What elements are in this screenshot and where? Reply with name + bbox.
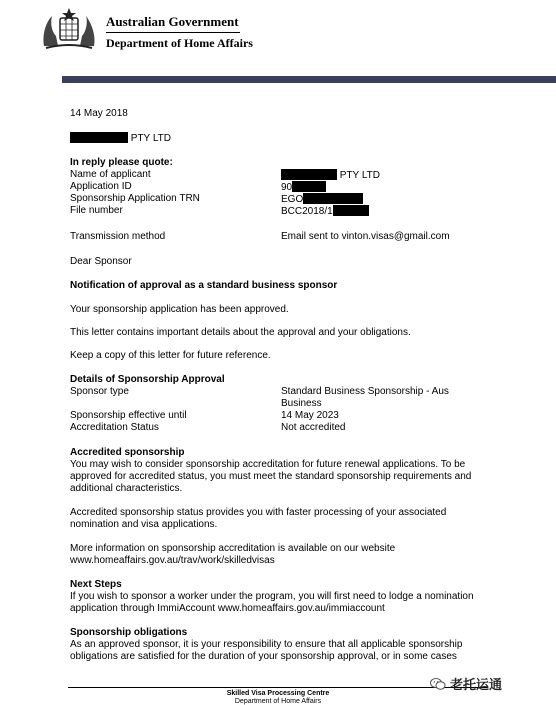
salutation: Dear Sponsor xyxy=(70,256,132,267)
file-number-prefix: BCC2018/1 xyxy=(281,206,333,217)
redaction-bar xyxy=(292,181,326,192)
government-title: Australian Government xyxy=(106,14,239,29)
field-value-file-number xyxy=(281,205,369,217)
addressee xyxy=(70,132,171,144)
letterhead xyxy=(0,0,556,90)
field-label-application-id: Application ID xyxy=(70,181,132,192)
obligations-paragraph: As an approved sponsor, it is your responsibility to ensure that all applicable sponsorship obligations are satisfied for the duration of your sponsorship approval, or in some cases xyxy=(70,639,463,662)
detail-value-sponsor-type: Standard Business Sponsorship - Aus xyxy=(281,386,449,397)
reply-heading: In reply please quote: xyxy=(70,157,173,168)
accredited-paragraph-3: More information on sponsorship accreditation is available on our website www.homeaffairs.gov.au/trav/work/skilledvisas xyxy=(70,543,396,566)
paragraph-approved: Your sponsorship application has been approved. xyxy=(70,304,289,315)
detail-value-effective-until: 14 May 2023 xyxy=(281,410,339,421)
accredited-heading: Accredited sponsorship xyxy=(70,447,185,458)
department-title: Department of Home Affairs xyxy=(106,36,253,50)
footer-centre: Skilled Visa Processing Centre xyxy=(226,690,330,697)
header-banner xyxy=(62,76,556,83)
coat-of-arms-icon xyxy=(38,6,100,52)
wechat-icon xyxy=(430,677,446,691)
accredited-paragraph-2: Accredited sponsorship status provides you with faster processing of your associated nomination and visa applications. xyxy=(70,507,447,530)
notification-heading: Notification of approval as a standard business sponsor xyxy=(70,280,338,291)
next-steps-heading: Next Steps xyxy=(70,579,122,590)
transmission-value: Email sent to vinton.visas@gmail.com xyxy=(281,231,450,242)
obligations-heading: Sponsorship obligations xyxy=(70,627,188,638)
next-steps-paragraph: If you wish to sponsor a worker under the program, you will first need to lodge a nomination application through ImmiAccount www.homeaffairs.gov.au/immiaccount xyxy=(70,591,474,614)
watermark-text: 老托运通 xyxy=(450,677,503,692)
field-label-trn: Sponsorship Application TRN xyxy=(70,193,200,204)
detail-value-accreditation: Not accredited xyxy=(281,422,346,433)
field-value-trn xyxy=(281,193,363,205)
detail-label-effective-until: Sponsorship effective until xyxy=(70,410,187,421)
field-value-applicant xyxy=(281,169,380,181)
transmission-label: Transmission method xyxy=(70,231,166,242)
details-heading: Details of Sponsorship Approval xyxy=(70,374,225,385)
redaction-bar xyxy=(333,205,369,216)
field-label-file-number: File number xyxy=(70,205,123,216)
application-id-prefix: 90 xyxy=(281,182,293,193)
field-value-application-id xyxy=(281,181,326,193)
watermark xyxy=(430,674,502,693)
trn-prefix: EGO xyxy=(281,194,304,205)
paragraph-contains: This letter contains important details about the approval and your obligations. xyxy=(70,327,411,338)
redaction-bar xyxy=(70,132,128,143)
field-label-applicant: Name of applicant xyxy=(70,169,151,180)
paragraph-keep-copy: Keep a copy of this letter for future reference. xyxy=(70,350,271,361)
applicant-suffix: PTY LTD xyxy=(339,170,380,181)
footer-divider xyxy=(68,687,488,688)
redaction-bar xyxy=(303,193,363,204)
detail-label-sponsor-type: Sponsor type xyxy=(70,386,129,397)
header-divider xyxy=(106,32,240,33)
accredited-paragraph-1: You may wish to consider sponsorship accreditation for future renewal applications. To be approved for accredited status, you must meet the standard sponsorship requirements and additional characteristics. xyxy=(70,459,472,494)
letter-date: 14 May 2018 xyxy=(70,108,128,119)
detail-label-accreditation: Accreditation Status xyxy=(70,422,159,433)
detail-value-sponsor-type-cont: Business xyxy=(281,398,322,409)
footer-department: Department of Home Affairs xyxy=(234,698,322,705)
redaction-bar xyxy=(281,169,337,180)
addressee-suffix: PTY LTD xyxy=(130,133,171,144)
